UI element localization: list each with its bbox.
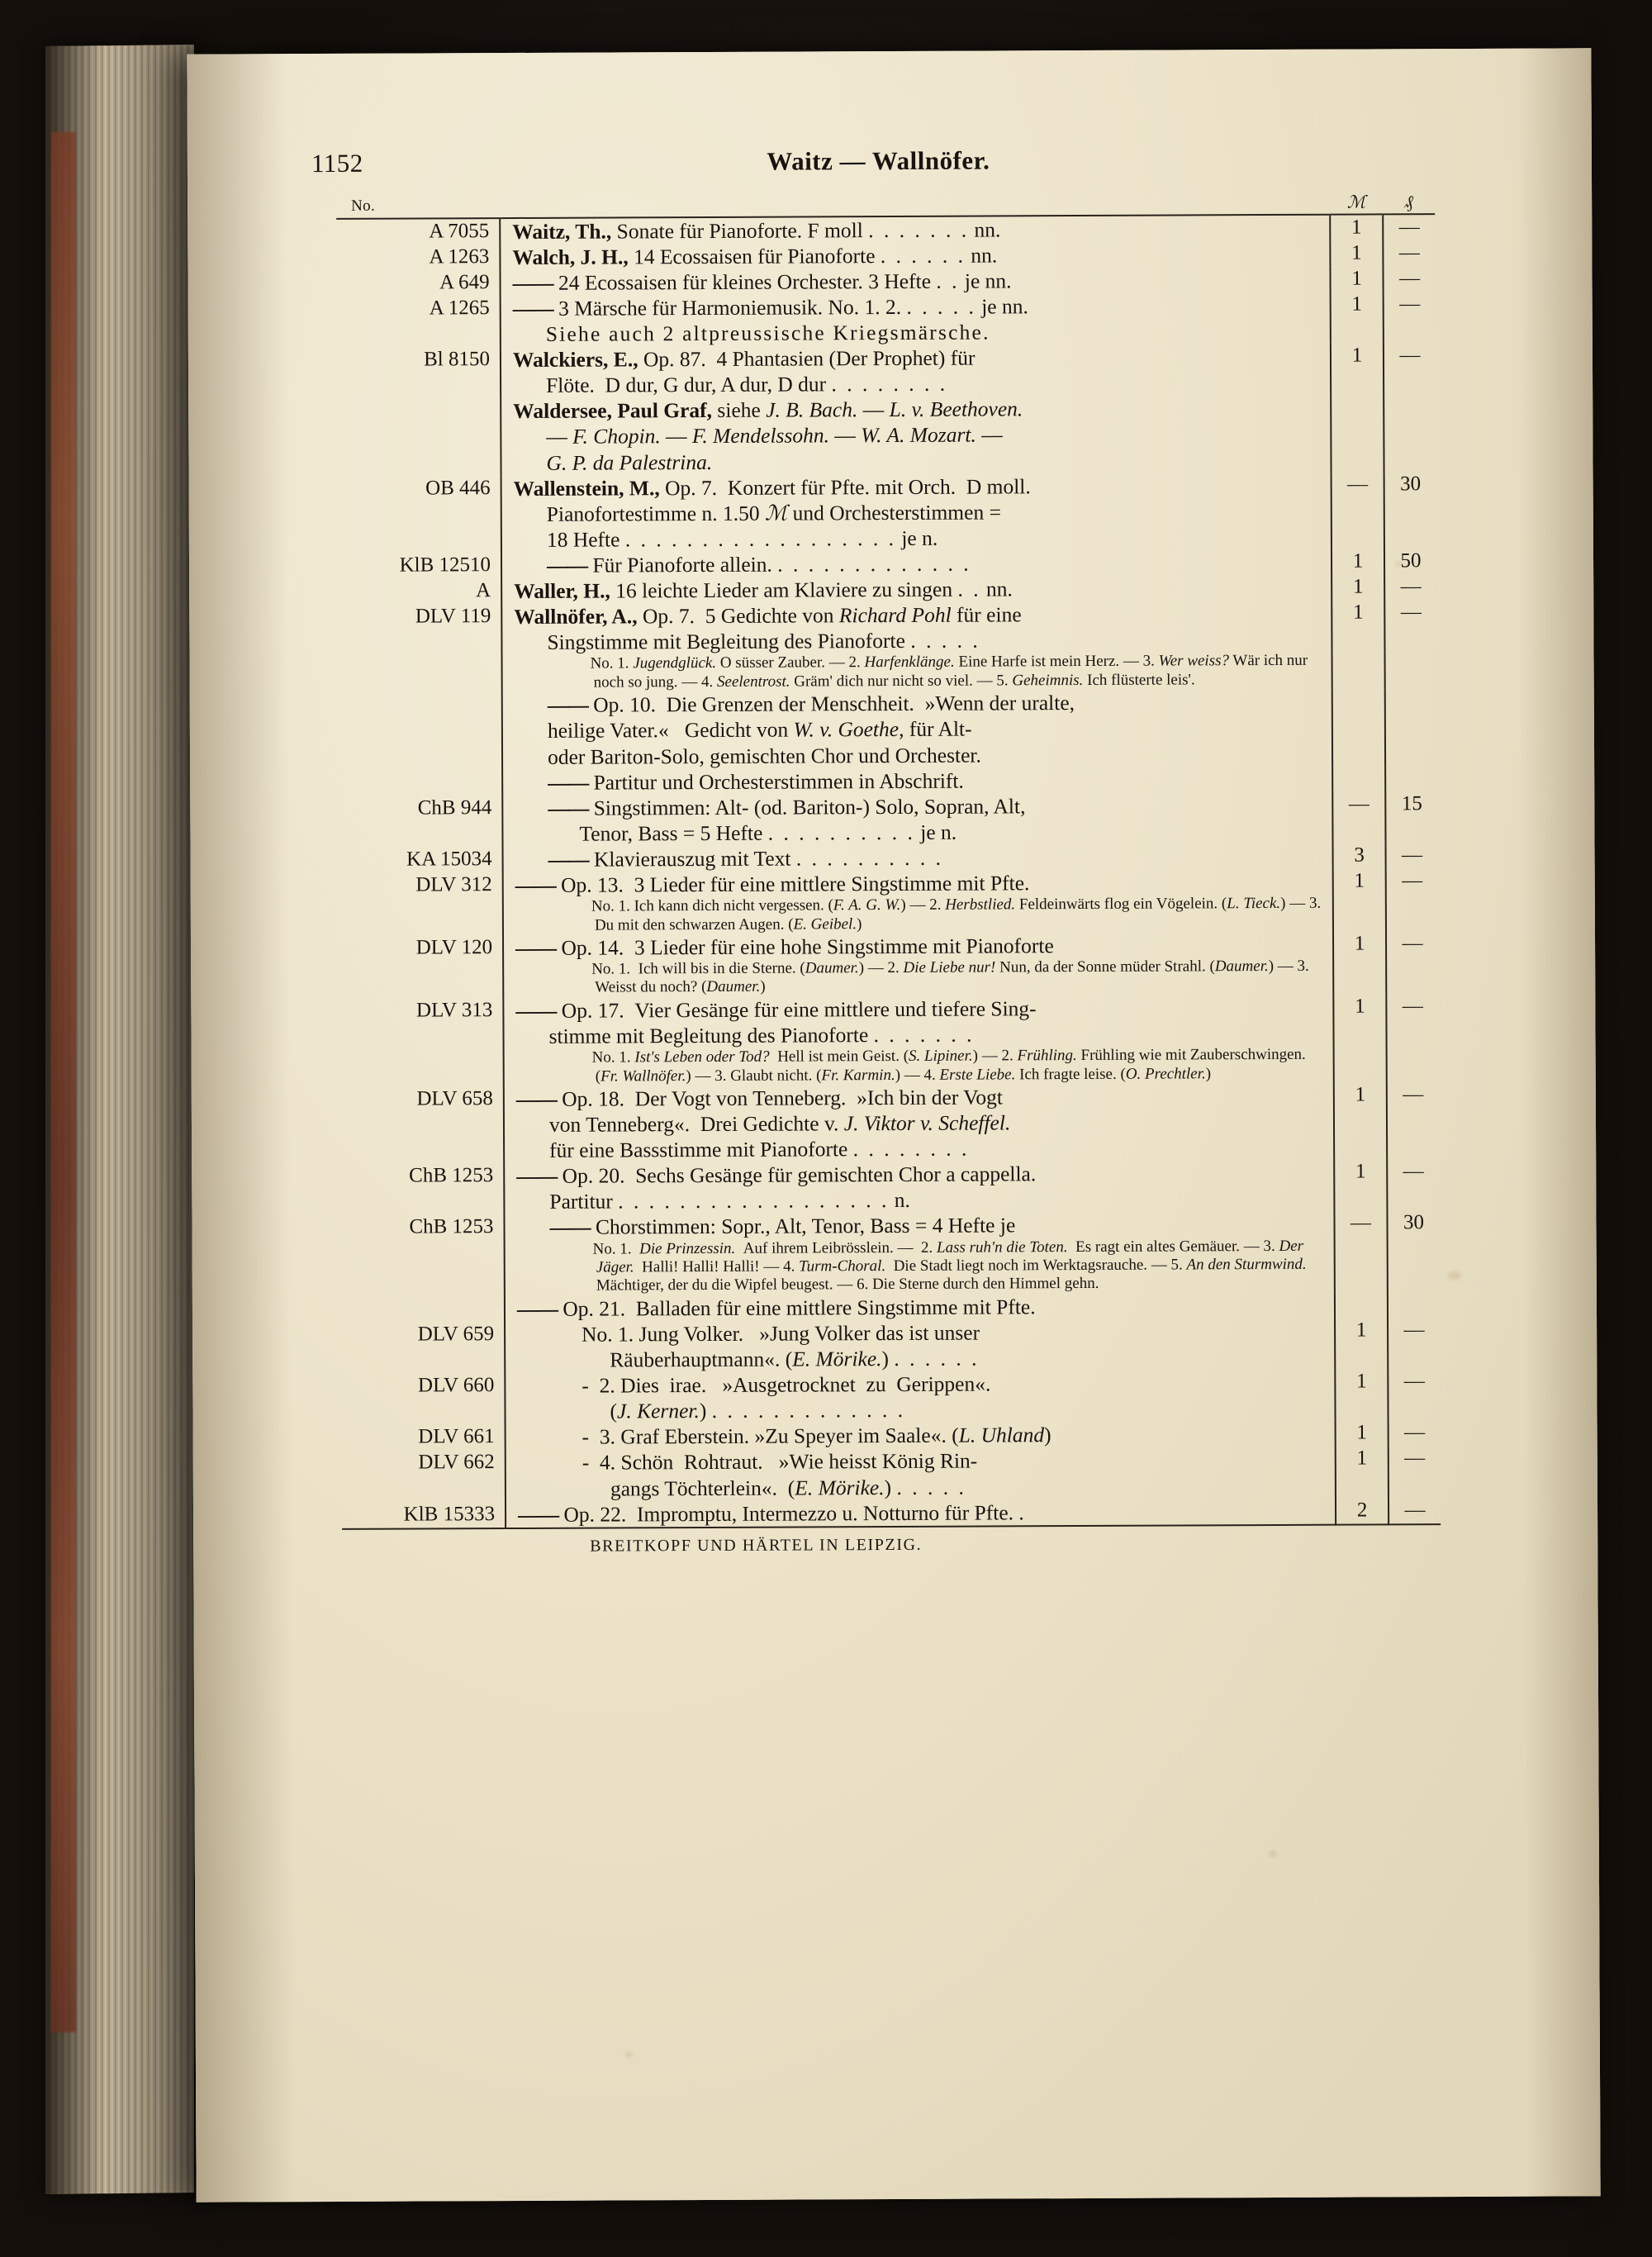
entry-pfennig: — (1400, 575, 1422, 598)
entry-pfennig: — (1402, 843, 1423, 867)
table-row (339, 791, 1437, 848)
entry-mark: — (1334, 1211, 1387, 1293)
table-row (339, 931, 1438, 999)
entry-pfennig: — (1398, 240, 1420, 264)
entry-mark: 1 (1336, 1447, 1389, 1498)
entry-pfennig: — (1403, 1160, 1424, 1183)
entry-pfennig: 30 (1400, 472, 1422, 496)
table-row-note (339, 652, 1437, 694)
entry-text: —— Singstimmen: Alt- (od. Bariton-) Solo, Sopran, Alt, Tenor, Bass = 5 Hefte . . . . . . . . . . je n. (502, 791, 1332, 847)
table-row (337, 395, 1436, 477)
table-row (340, 1159, 1439, 1215)
entry-pfennig: 15 (1401, 791, 1422, 815)
book-edge-marbling (51, 132, 76, 2032)
entry-number: Bl 8150 (424, 348, 491, 371)
entry-text: - 2. Dies irae. »Ausgetrocknet zu Gerippen«. (J. Kerner.) . . . . . . . . . . . . . (505, 1370, 1335, 1425)
page-content (311, 144, 1498, 1557)
entry-number: DLV 659 (417, 1323, 495, 1346)
entry-number: KA 15034 (406, 848, 492, 871)
entry-text: —— Op. 21. Balladen für eine mittlere Singstimme mit Pfte. (505, 1292, 1335, 1321)
entry-number (337, 398, 501, 476)
entry-pfennig: 50 (1400, 549, 1422, 573)
entry-number: A (476, 579, 491, 602)
entry-mark: 1 (1333, 994, 1386, 1082)
entry-mark: 1 (1335, 1318, 1388, 1369)
entry-text: —— 24 Ecossaisen für kleines Orchester. 3 Hefte . . je nn. (500, 267, 1330, 296)
entry-pfennig: — (1403, 1370, 1425, 1393)
entry-number: DLV 120 (415, 936, 493, 959)
entry-pfennig: — (1404, 1447, 1426, 1470)
entry-number (339, 770, 502, 796)
table-row (339, 994, 1438, 1087)
entry-number: DLV 119 (415, 605, 491, 628)
entry-number (337, 321, 501, 348)
entry-mark: 1 (1330, 266, 1383, 292)
entry-text: Wallnöfer, A., Op. 7. 5 Gedichte von Richard Pohl für eine Singstimme mit Begleitung des Pianoforte . . . . . (501, 601, 1332, 656)
entry-text: —— Chorstimmen: Sopr., Alt, Tenor, Bass = 4 Hefte je No. 1. Die Prinzessin. Auf ihrem Leibrösslein. — 2. Lass ruh'n die Toten. Es ragt ein altes Gemäuer. — 3. Der Jäger. Halli! Halli! Halli! — 4. Turm-Choral. Die Stadt liegt noch im Werktagsrauche. — 5. An den Sturmwind. Mächtiger, der du die Wipfel beugest. — 6. Die Sterne durch den Himmel gehn. (504, 1211, 1334, 1296)
entry-number: A 649 (439, 270, 490, 294)
running-title: Waitz — Wallnöfer. (767, 145, 990, 176)
entry-pfennig: — (1398, 267, 1421, 290)
entry-mark: 1 (1332, 601, 1384, 652)
entry-mark: 1 (1333, 931, 1386, 994)
entry-text: Waldersee, Paul Graf, siehe J. B. Bach. — L. v. Beethoven. — F. Chopin. — F. Mendelssohn. — W. A. Mozart. — G. P. da Palestrina. (501, 395, 1331, 476)
entry-number: A 1263 (429, 245, 490, 268)
entry-number: OB 446 (425, 476, 491, 500)
entry-pfennig: — (1399, 344, 1421, 367)
entry-number (341, 1296, 505, 1323)
entry-pfennig: — (1389, 1498, 1441, 1524)
entry-number: KlB 12510 (399, 554, 491, 577)
entry-text: —— Für Pianoforte allein. . . . . . . . . . . . . . (501, 549, 1332, 578)
entry-text: Walch, J. H., 14 Ecossaisen für Pianoforte . . . . . . nn. (500, 240, 1330, 269)
table-row (339, 868, 1438, 936)
entry-number: A 1265 (429, 297, 490, 320)
entry-mark (1335, 1292, 1388, 1318)
entry-number: ChB 1253 (409, 1215, 494, 1239)
entry-number: DLV 661 (418, 1425, 495, 1448)
catalogue-page (187, 48, 1600, 2202)
table-row (338, 600, 1436, 656)
entry-text: —— Op. 10. Die Grenzen der Menschheit. »Wenn der uralte, heilige Vater.« Gedicht von W. v. Goethe, für Alt- oder Bariton-Solo, gemischten Chor und Orchester. (502, 689, 1332, 770)
entry-mark: 1 (1331, 292, 1384, 317)
entry-number: KlB 15333 (342, 1502, 506, 1529)
entry-number: DLV 658 (416, 1087, 493, 1110)
entry-text: —— Op. 17. Vier Gesänge für eine mittlere und tiefere Sing- stimme mit Begleitung des Pianoforte . . . . . . . No. 1. Ist's Leben oder Tod? Hell ist mein Geist. (S. Lipiner.) — 2. Frühling. Frühling wie mit Zauberschwingen. (Fr. Wallnöfer.) — 3. Glaubt nicht. (Fr. Karmin.) — 4. Erste Liebe. Ich fragte leise. (O. Prechtler.) (503, 995, 1333, 1086)
entry-text: Walckiers, E., Op. 87. 4 Phantasien (Der Prophet) für Flöte. D dur, G dur, A dur, D dur . . . . . . . . (501, 344, 1331, 399)
entry-mark: 1 (1331, 344, 1384, 395)
entry-text: —— Partitur und Orchesterstimmen in Abschrift. (502, 766, 1332, 795)
page-header (311, 144, 1493, 178)
entry-text: - 3. Graf Eberstein. »Zu Speyer im Saale«. (L. Uhland) (506, 1421, 1336, 1450)
entry-text: —— Klavierauszug mit Text . . . . . . . . . . (503, 843, 1333, 872)
entry-mark: 1 (1330, 214, 1383, 240)
entry-mark: 1 (1332, 549, 1384, 574)
entry-mark: 1 (1332, 575, 1384, 601)
entry-pfennig: — (1404, 1421, 1426, 1444)
entry-number: ChB 1253 (409, 1164, 494, 1187)
entry-mark: 1 (1330, 240, 1383, 266)
entry-pfennig: — (1402, 932, 1423, 955)
entry-pfennig (1384, 317, 1436, 343)
entry-mark: 1 (1336, 1421, 1389, 1447)
entry-text: - 4. Schön Rohtraut. »Wie heisst König Rin- gangs Töchterlein«. (E. Mörike.) . . . . . (506, 1447, 1336, 1502)
entry-pfennig: — (1402, 995, 1423, 1018)
entry-text: No. 1. Jung Volker. »Jung Volker das ist unser Räuberhauptmann«. (E. Mörike.) . . . . . . (505, 1319, 1335, 1374)
entry-text: Waller, H., 16 leichte Lieder am Klaviere zu singen . . nn. (501, 575, 1332, 604)
entry-pfennig: — (1398, 215, 1420, 238)
entry-number (339, 692, 502, 770)
table-row (338, 472, 1436, 554)
entry-contents-note: No. 1. Jugendglück. O süsser Zauber. — 2. Harfenklänge. Eine Harfe ist mein Herz. — 3. Wer weiss? Wär ich nur noch so jung. — 4. Seelentrost. Gräm' dich nur nicht so viel. — 5. Geheimnis. Ich flüsterte leis'. (502, 652, 1332, 692)
table-row (341, 1318, 1440, 1374)
entry-text: —— Op. 22. Impromptu, Intermezzo u. Notturno für Pfte. . (506, 1498, 1336, 1528)
entry-number: A 7055 (429, 219, 490, 243)
entry-number: DLV 312 (415, 873, 492, 896)
table-row (340, 1082, 1439, 1164)
entry-pfennig: — (1399, 292, 1421, 316)
page-number: 1152 (311, 148, 363, 178)
entry-pfennig: — (1403, 1319, 1425, 1342)
entry-pfennig: — (1402, 869, 1423, 892)
table-row (341, 1369, 1440, 1425)
entry-mark (1332, 766, 1385, 791)
entry-mark (1331, 395, 1384, 473)
entry-text: —— Op. 14. 3 Lieder für eine hohe Singstimme mit Pianoforte No. 1. Ich will bis in die Sterne. (Daumer.) — 2. Die Liebe nur! Nun, da der Sonne müder Strahl. (Daumer.) — 3. Weisst du noch? (Daumer.) (503, 932, 1333, 998)
entry-mark: 1 (1335, 1370, 1388, 1421)
entry-mark (1331, 317, 1384, 343)
publisher-imprint: BREITKOPF UND HÄRTEL IN LEIPZIG. (590, 1535, 923, 1556)
entry-number: DLV 662 (418, 1451, 495, 1474)
entry-mark: — (1332, 791, 1385, 843)
entry-mark (1332, 689, 1385, 767)
table-row (342, 1498, 1441, 1529)
entry-mark: 1 (1334, 1082, 1387, 1160)
entry-text: —— Op. 18. Der Vogt von Tenneberg. »Ich bin der Vogt von Tenneberg«. Drei Gedichte v. J. Viktor v. Scheffel. für eine Bassstimme mit Pianoforte . . . . . . . . (504, 1083, 1334, 1164)
entry-text: Siehe auch 2 altpreussische Kriegsmärsche. (501, 318, 1331, 347)
entry-pfennig (1385, 688, 1437, 766)
column-header-pfennig: ₰ (1404, 192, 1413, 212)
entry-text: —— Op. 13. 3 Lieder für eine mittlere Singstimme mit Pfte. No. 1. Ich kann dich nicht vergessen. (F. A. G. W.) — 2. Herbstlied. Feldeinwärts flog ein Vögelein. (L. Tieck.) — 3. Du mit den schwarzen Augen. (E. Geibel.) (503, 869, 1333, 935)
table-row (340, 1211, 1439, 1297)
entry-pfennig (1385, 766, 1437, 791)
entry-pfennig: — (1403, 1083, 1424, 1106)
entry-mark: 1 (1333, 868, 1386, 931)
entry-mark: 3 (1333, 843, 1386, 868)
entry-text: —— Op. 20. Sechs Gesänge für gemischten Chor a cappella. Partitur . . . . . . . . . . . . . . . . . . n. (504, 1160, 1334, 1215)
entry-number: DLV 313 (415, 999, 493, 1022)
entry-mark: 2 (1336, 1498, 1389, 1524)
entry-pfennig: — (1400, 601, 1422, 624)
catalogue-table (336, 192, 1441, 1530)
entry-pfennig (1388, 1292, 1440, 1318)
entry-text: Waitz, Th., Sonate für Pianoforte. F moll . . . . . . . nn. (500, 214, 1330, 244)
column-header-no: No. (351, 197, 376, 215)
entry-mark: — (1332, 472, 1384, 549)
table-row (337, 343, 1436, 399)
entry-text: —— 3 Märsche für Harmoniemusik. No. 1. 2. . . . . . je nn. (501, 292, 1331, 321)
column-header-mark: ℳ (1346, 192, 1366, 212)
entry-number: ChB 944 (417, 796, 492, 820)
table-row (342, 1447, 1441, 1503)
entry-text: Wallenstein, M., Op. 7. Konzert für Pfte. mit Orch. D moll. Pianofortestimme n. 1.50 ℳ und Orchesterstimmen = 18 Hefte . . . . . . . . . . . . . . . . . . je n. (501, 472, 1332, 553)
entry-pfennig (1384, 395, 1436, 473)
entry-number: DLV 660 (417, 1374, 495, 1397)
entry-pfennig: 30 (1403, 1211, 1425, 1234)
table-row (339, 688, 1437, 770)
entry-mark: 1 (1334, 1160, 1387, 1211)
